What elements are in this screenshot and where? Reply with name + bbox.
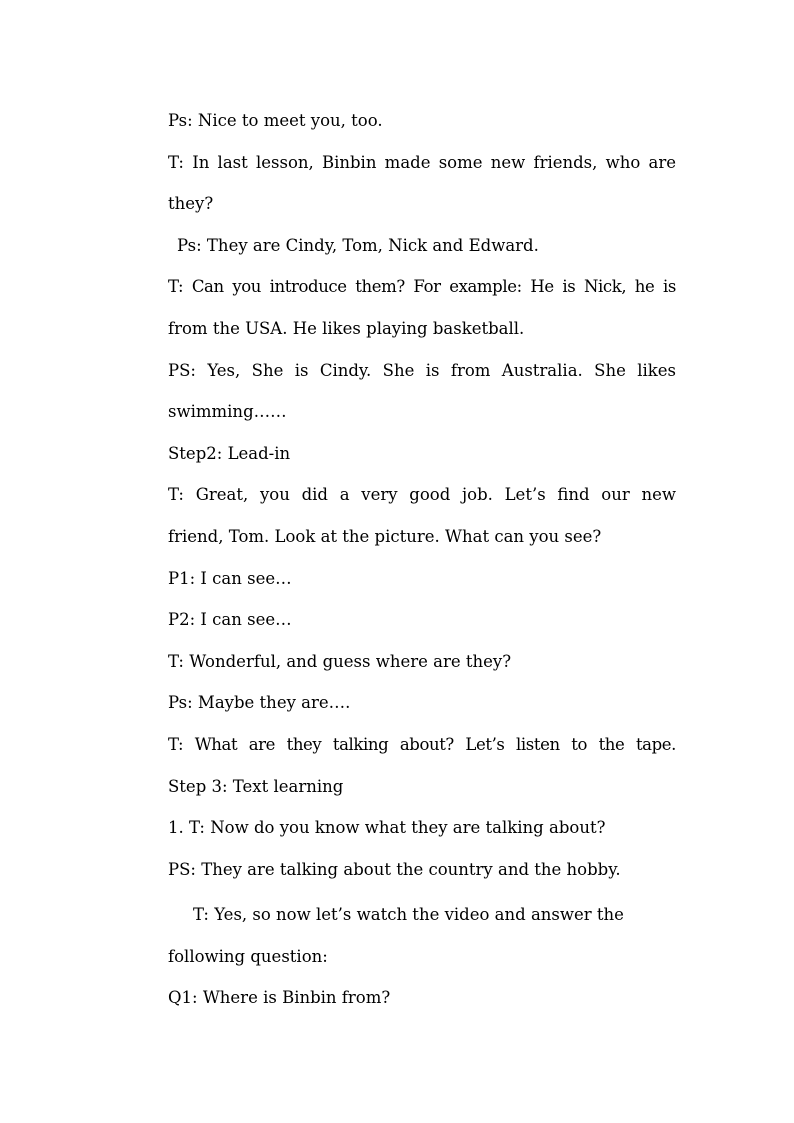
- text-line: Ps: Nice to meet you, too.: [168, 111, 383, 130]
- text-line: swimming……: [168, 402, 287, 422]
- text-line: PS: They are talking about the country and the hobby.: [168, 859, 621, 879]
- text-line: T: What are they talking about? Let’s listen to the tape.: [168, 734, 676, 754]
- text-line: friend, Tom. Look at the picture. What can you see?: [168, 526, 602, 546]
- text-line: Q1: Where is Binbin from?: [168, 988, 391, 1008]
- text-line: P2: I can see…: [168, 610, 292, 630]
- text-line: following question:: [168, 946, 328, 966]
- text-line: PS: Yes, She is Cindy. She is from Australia. She likes: [168, 360, 676, 380]
- text-line: Ps: They are Cindy, Tom, Nick and Edward.: [177, 235, 539, 255]
- text-line: T: Wonderful, and guess where are they?: [168, 651, 512, 671]
- text-line: from the USA. He likes playing basketball.: [168, 318, 525, 338]
- document-body: [168, 100, 688, 1019]
- section-heading: Step 3: Text learning: [168, 776, 344, 796]
- text-line: Ps: Maybe they are….: [168, 693, 351, 713]
- text-line: 1. T: Now do you know what they are talking about?: [168, 818, 606, 838]
- text-line: T: In last lesson, Binbin made some new friends, who are: [168, 152, 676, 172]
- text-line: T: Can you introduce them? For example: He is Nick, he is: [168, 277, 676, 297]
- text-line: P1: I can see…: [168, 568, 292, 588]
- section-heading: Step2: Lead-in: [168, 443, 291, 463]
- text-line: T: Great, you did a very good job. Let’s find our new: [168, 485, 676, 505]
- text-line: T: Yes, so now let’s watch the video and answer the: [193, 905, 624, 925]
- text-line: they?: [168, 194, 214, 214]
